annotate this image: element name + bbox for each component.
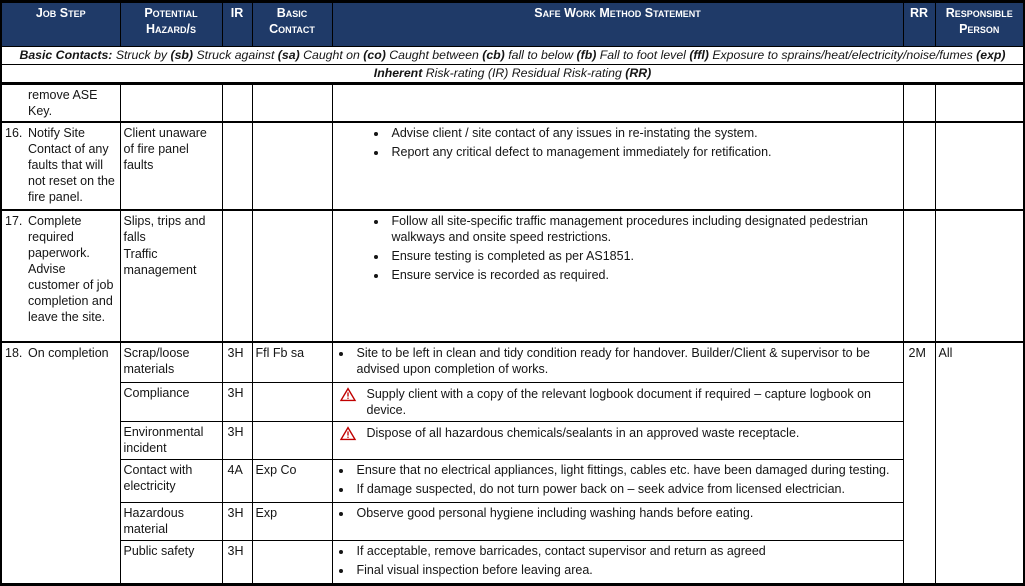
cell-ir: 3H	[222, 502, 252, 540]
cell-potential-hazard	[120, 459, 222, 502]
job-step-text: On completion	[28, 345, 109, 360]
job-step	[5, 213, 117, 325]
legend-segment: (fb)	[576, 48, 600, 62]
legend-basic-contacts	[1, 47, 1024, 65]
legend-segment: Caught on	[303, 48, 364, 62]
cell-potential-hazard	[120, 382, 222, 421]
col-header-responsible-person: Responsible Person	[935, 2, 1024, 47]
cell-responsible	[935, 210, 1024, 342]
swms-bullet-list	[336, 345, 900, 377]
cell-swms	[332, 502, 903, 540]
hazard-line: Public safety	[123, 543, 195, 558]
cell-job-step	[1, 210, 120, 342]
legend-risk-rating	[1, 64, 1024, 83]
swms-bullet-item: • Follow all site-specific traffic management procedures including designated pedestrian walkways and onsite speed restrictions.	[388, 213, 900, 245]
swms-bullet-item: • Site to be left in clean and tidy condition ready for handover. Builder/Client & supervisor to be advised upon completion of works.	[353, 345, 900, 377]
cell-ir	[222, 210, 252, 342]
cell-swms	[332, 210, 903, 342]
job-step-text: remove ASE Key.	[28, 87, 98, 118]
cell-ir	[222, 83, 252, 122]
job-step-sub-row	[1, 459, 1024, 502]
cell-ir: 3H	[222, 342, 252, 383]
swms-bullet-list	[336, 125, 900, 160]
legend-segment: Exposure to sprains/heat/electricity/noise/fumes	[712, 48, 977, 62]
hazard-line: Client unaware of fire panel faults	[123, 125, 207, 172]
swms-bullet-item: • Ensure service is recorded as required.	[388, 267, 900, 283]
swms-warning-item	[336, 385, 900, 418]
legend-basic-contacts-row	[1, 47, 1024, 65]
warning-triangle-icon	[340, 425, 356, 445]
cell-job-step	[1, 83, 120, 122]
cell-potential-hazard	[120, 210, 222, 342]
hazard-line: Traffic management	[123, 246, 197, 277]
cell-job-step	[1, 122, 120, 210]
col-header-basic-contact: Basic Contact	[252, 2, 332, 47]
cell-rr	[903, 83, 935, 122]
legend-segment: (sb)	[170, 48, 197, 62]
legend-segment: Risk-rating (IR) Residual Risk-rating	[425, 65, 626, 80]
swms-bullet-list	[336, 213, 900, 283]
swms-bullet-item: • If damage suspected, do not turn power back on – seek advice from licensed electrician.	[353, 481, 900, 497]
job-step-number: 18.	[5, 345, 23, 360]
cell-basic-contact	[252, 83, 332, 122]
cell-potential-hazard	[120, 502, 222, 540]
col-header-ir: IR	[222, 2, 252, 47]
job-step-sub-row	[1, 342, 1024, 383]
job-step-number: 17.	[5, 213, 23, 228]
legend-segment: (ffl)	[689, 48, 713, 62]
cell-potential-hazard	[120, 122, 222, 210]
legend-segment: Caught between	[389, 48, 483, 62]
cell-swms	[332, 540, 903, 584]
cell-basic-contact	[252, 210, 332, 342]
job-step-sub-row	[1, 421, 1024, 459]
cell-ir	[222, 122, 252, 210]
legend-segment: (RR)	[625, 65, 652, 80]
job-step-sub-row	[1, 502, 1024, 540]
cell-swms	[332, 459, 903, 502]
legend-segment: (exp)	[976, 48, 1006, 62]
cell-ir: 3H	[222, 382, 252, 421]
job-step-continuation-row	[1, 83, 1024, 122]
legend-segment: (cb)	[482, 48, 509, 62]
swms-bullet-list	[336, 505, 900, 521]
cell-potential-hazard	[120, 421, 222, 459]
legend-segment: Struck against	[196, 48, 278, 62]
job-step-row	[1, 122, 1024, 210]
cell-rr	[903, 210, 935, 342]
cell-swms	[332, 342, 903, 383]
hazard-line: Slips, trips and falls	[123, 213, 206, 244]
col-header-swms: Safe Work Method Statement	[332, 2, 903, 47]
legend-segment: Inherent	[373, 65, 426, 80]
legend-risk-rating-row	[1, 64, 1024, 83]
cell-basic-contact: Ffl Fb sa	[252, 342, 332, 383]
cell-swms	[332, 421, 903, 459]
cell-swms	[332, 122, 903, 210]
job-step	[5, 125, 117, 205]
cell-responsible: All	[935, 342, 1024, 585]
swms-warning-text: Dispose of all hazardous chemicals/sealants in an approved waste receptacle.	[366, 425, 800, 440]
job-step-text: Notify Site Contact of any faults that will not reset on the fire panel.	[28, 125, 115, 204]
swms-bullet-item: • Ensure testing is completed as per AS1851.	[388, 248, 900, 264]
cell-potential-hazard	[120, 540, 222, 584]
legend-segment: (co)	[363, 48, 390, 62]
job-step-text: Complete required paperwork. Advise customer of job completion and leave the site.	[28, 213, 114, 324]
hazard-line: Scrap/loose materials	[123, 345, 190, 376]
cell-potential-hazard	[120, 83, 222, 122]
job-step-sub-row	[1, 382, 1024, 421]
swms-bullet-item: • Final visual inspection before leaving area.	[353, 562, 900, 578]
job-step-row	[1, 210, 1024, 342]
legend-segment: Fall to foot level	[599, 48, 690, 62]
cell-basic-contact	[252, 382, 332, 421]
legend-segment: Struck by	[115, 48, 171, 62]
cell-rr	[903, 122, 935, 210]
legend-segment: fall to below	[508, 48, 577, 62]
hazard-line: Environmental incident	[123, 424, 204, 455]
cell-basic-contact: Exp Co	[252, 459, 332, 502]
cell-job-step	[1, 342, 120, 585]
legend-segment: Basic Contacts:	[19, 48, 116, 62]
col-header-job-step: Job Step	[1, 2, 120, 47]
job-step-sub-row	[1, 540, 1024, 584]
job-step-number: 16.	[5, 125, 23, 140]
cell-basic-contact	[252, 421, 332, 459]
hazard-line: Contact with electricity	[123, 462, 193, 493]
hazard-line: Compliance	[123, 385, 190, 400]
cell-responsible	[935, 83, 1024, 122]
col-header-rr: RR	[903, 2, 935, 47]
cell-ir: 3H	[222, 421, 252, 459]
cell-potential-hazard	[120, 342, 222, 383]
cell-rr: 2M	[903, 342, 935, 585]
table-header-row	[1, 2, 1024, 47]
legend-segment: (sa)	[277, 48, 304, 62]
swms-warning-text: Supply client with a copy of the relevant logbook document if required – capture logbook on device.	[366, 386, 871, 417]
cell-basic-contact	[252, 122, 332, 210]
swms-bullet-item: • Observe good personal hygiene including washing hands before eating.	[353, 505, 900, 521]
swms-bullet-item: • If acceptable, remove barricades, contact supervisor and return as agreed	[353, 543, 900, 559]
swms-bullet-item: • Ensure that no electrical appliances, light fittings, cables etc. have been damaged during testing.	[353, 462, 900, 478]
swms-bullet-list	[336, 543, 900, 578]
swms-warning-item	[336, 424, 900, 445]
cell-ir: 3H	[222, 540, 252, 584]
cell-swms	[332, 83, 903, 122]
hazard-line: Hazardous material	[123, 505, 184, 536]
job-step	[5, 345, 117, 361]
cell-basic-contact	[252, 540, 332, 584]
swms-bullet-item: • Advise client / site contact of any issues in re-instating the system.	[388, 125, 900, 141]
cell-responsible	[935, 122, 1024, 210]
swms-bullet-list	[336, 462, 900, 497]
cell-basic-contact: Exp	[252, 502, 332, 540]
cell-swms	[332, 382, 903, 421]
swms-bullet-item: • Report any critical defect to management immediately for retification.	[388, 144, 900, 160]
warning-triangle-icon	[340, 386, 356, 406]
cell-ir: 4A	[222, 459, 252, 502]
col-header-potential-hazards: Potential Hazard/s	[120, 2, 222, 47]
